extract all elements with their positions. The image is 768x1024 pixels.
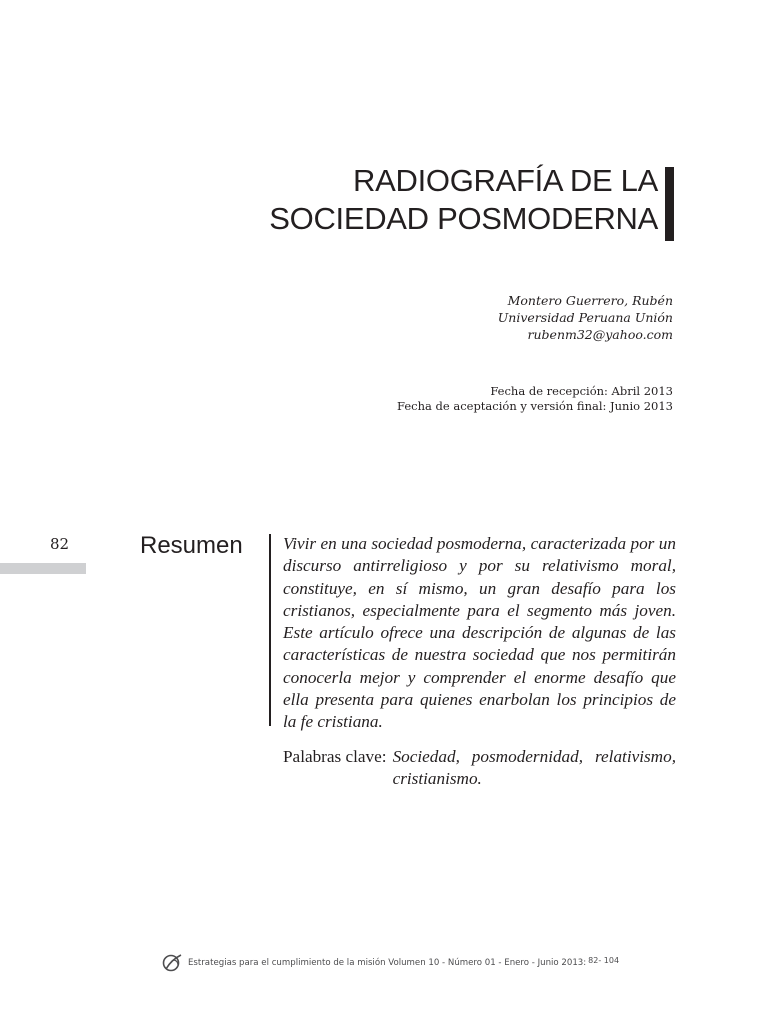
journal-logo-icon — [160, 951, 184, 975]
abstract-divider — [269, 534, 271, 726]
keywords — [283, 746, 676, 791]
keywords-values: Sociedad, posmodernidad, relativismo, cristianismo. — [392, 747, 676, 789]
margin-tab-bar — [0, 563, 86, 574]
author-name: Montero Guerrero, Rubén — [507, 293, 673, 308]
author-email: rubenm32@yahoo.com — [527, 327, 673, 342]
abstract-heading: Resumen — [140, 532, 243, 559]
abstract-body: Vivir en una sociedad posmoderna, caracterizada por un discurso antirreligioso y por su relativismo moral, constituye, en sí mismo, un gran desafío para los cristianos, especialmente para el segmento más joven. Este artículo ofrece una descripción de algunas de las características de nuestra sociedad que nos permitirán conocerla mejor y comprender el enorme desafío que ella presenta para quienes enarbolan los principios de la fe cristiana. — [283, 534, 676, 732]
submission-dates — [397, 384, 673, 414]
author-info — [498, 292, 673, 343]
author-affiliation: Universidad Peruana Unión — [497, 310, 673, 325]
accepted-date: Fecha de aceptación y versión final: Junio 2013 — [397, 399, 673, 413]
keywords-label: Palabras clave: — [283, 747, 387, 766]
article-title — [269, 162, 658, 238]
page-footer — [160, 951, 619, 975]
footer-page-range: 82- 104 — [588, 955, 620, 965]
title-accent-bar — [665, 167, 674, 241]
received-date: Fecha de recepción: Abril 2013 — [490, 384, 673, 398]
page-number: 82 — [50, 535, 70, 553]
footer-journal-info: Estrategias para el cumplimiento de la misión Volumen 10 - Número 01 - Enero - Junio 2013: — [188, 958, 587, 968]
title-line-2: SOCIEDAD POSMODERNA — [269, 201, 658, 236]
title-line-1: RADIOGRAFÍA DE LA — [353, 163, 658, 198]
